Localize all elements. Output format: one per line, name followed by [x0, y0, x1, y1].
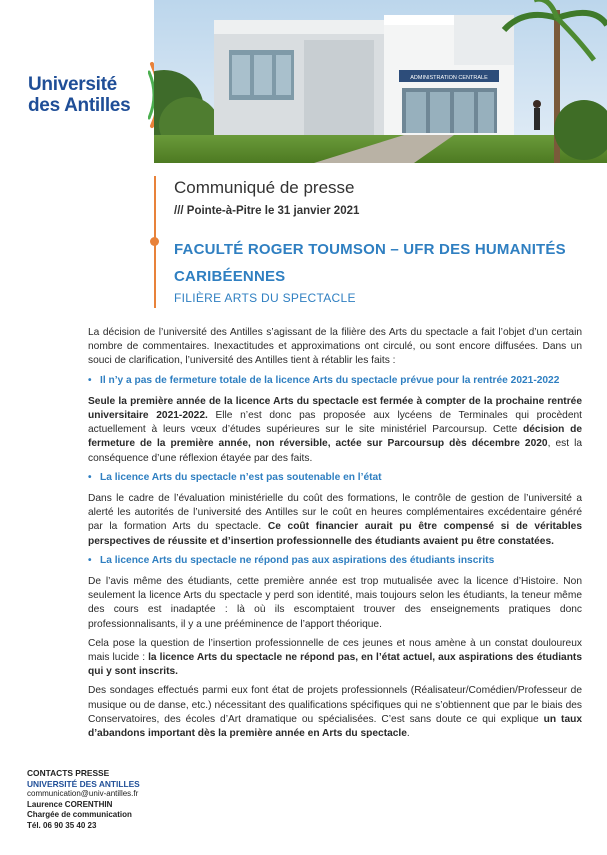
intro-paragraph: La décision de l’université des Antilles s’agissant de la filière des Arts du spectacle a fait l’objet d’un certain nombre de commentaires. Inexactitudes et approximations ont circulé, ou sont encore diffusées. Dans un souci de clarification, l’université des Antilles tient à rétablir les faits :: [88, 327, 582, 367]
paragraph-5: [88, 684, 582, 741]
logo-line-2: des Antilles: [28, 95, 131, 116]
paragraph-4: [88, 637, 582, 680]
paragraph-5-text-1: Des sondages effectués parmi eux font état de projets professionnels (Réalisateur/Comédien/Professeur de musique ou de danse, etc.) nécessitant des qualifications spécifiques qui ne s’obtiennent que par le biais des Conservatoires, des écoles d’Art dramatique ou spécialisées. C’est sans doute ce qui explique: [88, 685, 582, 725]
paragraph-2-bold-1: Ce coût financier aurait pu être compensé si de véritables perspectives de réussite et d’insertion professionnelle des étudiants avaient pu être constatées.: [88, 521, 582, 547]
section-heading-2: [88, 471, 582, 485]
contacts-email[interactable]: communication@univ-antilles.fr: [27, 789, 139, 799]
section-heading-1-text: Il n’y a pas de fermeture totale de la licence Arts du spectacle prévue pour la rentrée 2021-2022: [100, 374, 560, 386]
press-release-body: [88, 326, 582, 746]
faculty-title-line-1: FACULTÉ ROGER TOUMSON – UFR DES HUMANITÉS: [174, 241, 566, 258]
section-heading-3: [88, 554, 582, 568]
logo-line-1: Université: [28, 74, 117, 95]
date-slashes: ///: [174, 205, 184, 217]
paragraph-1-text-1: Elle n’est donc pas proposée aux lycéens de Terminales qui procèdent actuellement à leurs vœux d’études supérieures sur le site ministériel Parcoursup. Cette: [88, 410, 582, 436]
bullet-icon: •: [88, 471, 92, 483]
faculty-title-line-2: CARIBÉENNES: [174, 268, 286, 285]
building-sign: ADMINISTRATION CENTRALE: [410, 75, 488, 81]
document-title: Communiqué de presse: [174, 178, 355, 197]
paragraph-1: [88, 395, 582, 466]
paragraph-1-bold-1: Seule la première année de la licence Arts du spectacle est fermée à compter de la prochaine rentrée universitaire 2021-2022.: [88, 395, 582, 422]
faculty-subtitle: FILIÈRE ARTS DU SPECTACLE: [174, 291, 356, 305]
paragraph-3: De l’avis même des étudiants, cette première année est trop mutualisée avec la licence d’Histoire. Non seulement la licence Arts du spectacle y perd son identité, mais toujours selon les étudiants, la teneur même des cours est inadaptée : là où ils escomptaient trouver des enseignements pratiques donc professionnalisants, il y a une prééminence de l’apport théorique.: [88, 576, 582, 630]
faculty-title: [174, 236, 594, 290]
paragraph-2: [88, 492, 582, 549]
campus-photo: [154, 0, 607, 163]
university-logo: [28, 74, 148, 116]
bullet-icon: •: [88, 554, 92, 566]
paragraph-4-text-1: Cela pose la question de l’insertion professionnelle de ces jeunes et nous amène à un constat douloureux mais lucide :: [88, 637, 582, 664]
contacts-role: Chargée de communication: [27, 810, 132, 820]
document-date-line: [174, 205, 359, 217]
contacts-phone: Tél. 06 90 35 40 23: [27, 820, 97, 830]
section-heading-3-text: La licence Arts du spectacle ne répond pas aux aspirations des étudiants inscrits: [100, 554, 495, 566]
paragraph-5-text-2: .: [406, 728, 410, 740]
contacts-heading: CONTACTS PRESSE: [27, 768, 110, 778]
paragraph-1-text-2: , est la conséquence d’une réflexion étayée par des faits.: [88, 438, 583, 464]
accent-dot: [150, 237, 159, 246]
press-contacts: [27, 768, 140, 832]
paragraph-5-bold-1: un taux d’abandons important dès la première année en Arts du spectacle: [88, 713, 582, 740]
contacts-org: UNIVERSITÉ DES ANTILLES: [27, 778, 140, 789]
contacts-name: Laurence CORENTHIN: [27, 799, 113, 809]
bullet-icon: •: [88, 374, 92, 386]
paragraph-1-bold-2: décision de fermeture de la première année, non réversible, actée sur Parcoursup dès décembre 2020: [88, 424, 582, 450]
section-heading-1: [88, 374, 582, 388]
paragraph-4-bold-1: la licence Arts du spectacle ne répond pas, en l’état actuel, aux aspirations des étudiants qui y sont inscrits.: [88, 652, 582, 678]
section-heading-2-text: La licence Arts du spectacle n’est pas soutenable en l’état: [100, 471, 382, 483]
document-date: Pointe-à-Pitre le 31 janvier 2021: [186, 205, 360, 217]
paragraph-2-text-1: Dans le cadre de l’évaluation ministérielle du coût des formations, le contrôle de gestion de l’université a alerté les autorités de l’université des Antilles sur le coût en heures complémentaires excédentaire généré par la formation Arts du spectacle.: [88, 493, 582, 533]
